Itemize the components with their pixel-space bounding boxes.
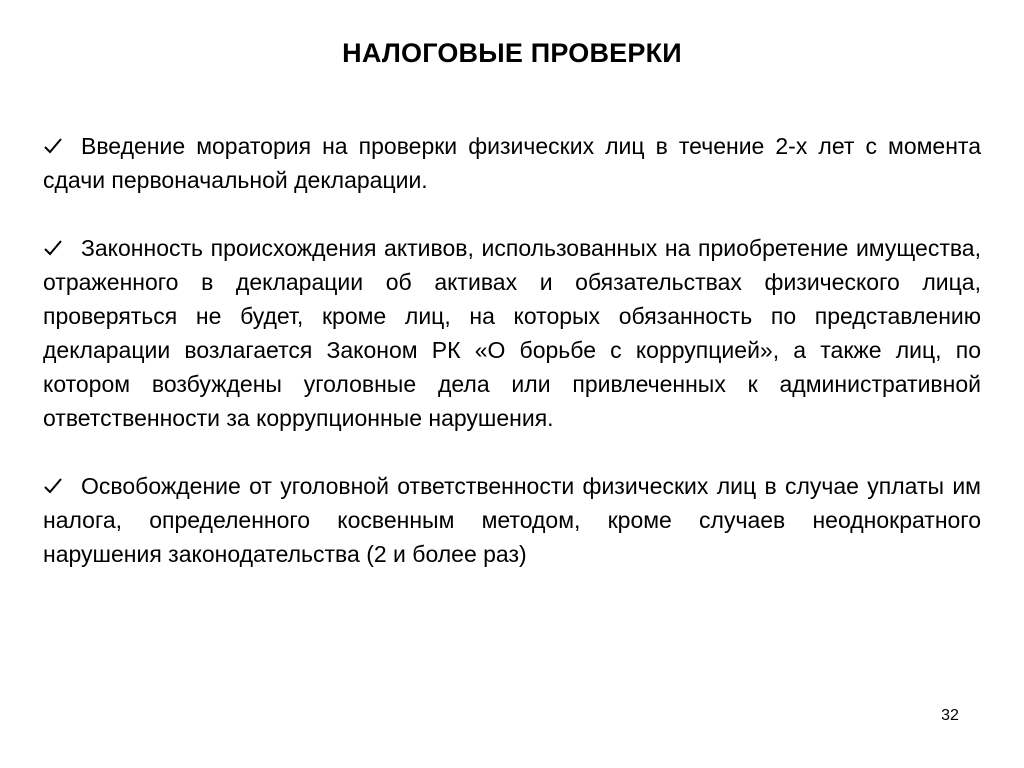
bullet-item-legality-of-assets bbox=[43, 231, 981, 435]
check-icon bbox=[43, 476, 63, 496]
bullet-text: Освобождение от уголовной ответственности физических лиц в случае уплаты им налога, определенного косвенным методом, кроме случаев неоднократного нарушения законодательства (2 и более раз) bbox=[43, 473, 981, 567]
slide-title: НАЛОГОВЫЕ ПРОВЕРКИ bbox=[342, 38, 682, 68]
bullet-list bbox=[43, 129, 981, 571]
bullet-text: Законность происхождения активов, использованных на приобретение имущества, отраженного в декларации об активах и обязательствах физического лица, проверяться не будет, кроме лиц, на которых обязанность по представлению декларации возлагается Законом РК «О борьбе с коррупцией», а также лиц, по котором возбуждены уголовные дела или привлеченных к административной ответственности за коррупционные нарушения. bbox=[43, 235, 981, 431]
bullet-item-moratorium bbox=[43, 129, 981, 197]
bullet-text: Введение моратория на проверки физических лиц в течение 2-х лет с момента сдачи первоначальной декларации. bbox=[43, 133, 981, 193]
check-icon bbox=[43, 136, 63, 156]
check-icon bbox=[43, 238, 63, 258]
bullet-item-criminal-liability-exemption bbox=[43, 469, 981, 571]
page-number: 32 bbox=[941, 707, 959, 724]
